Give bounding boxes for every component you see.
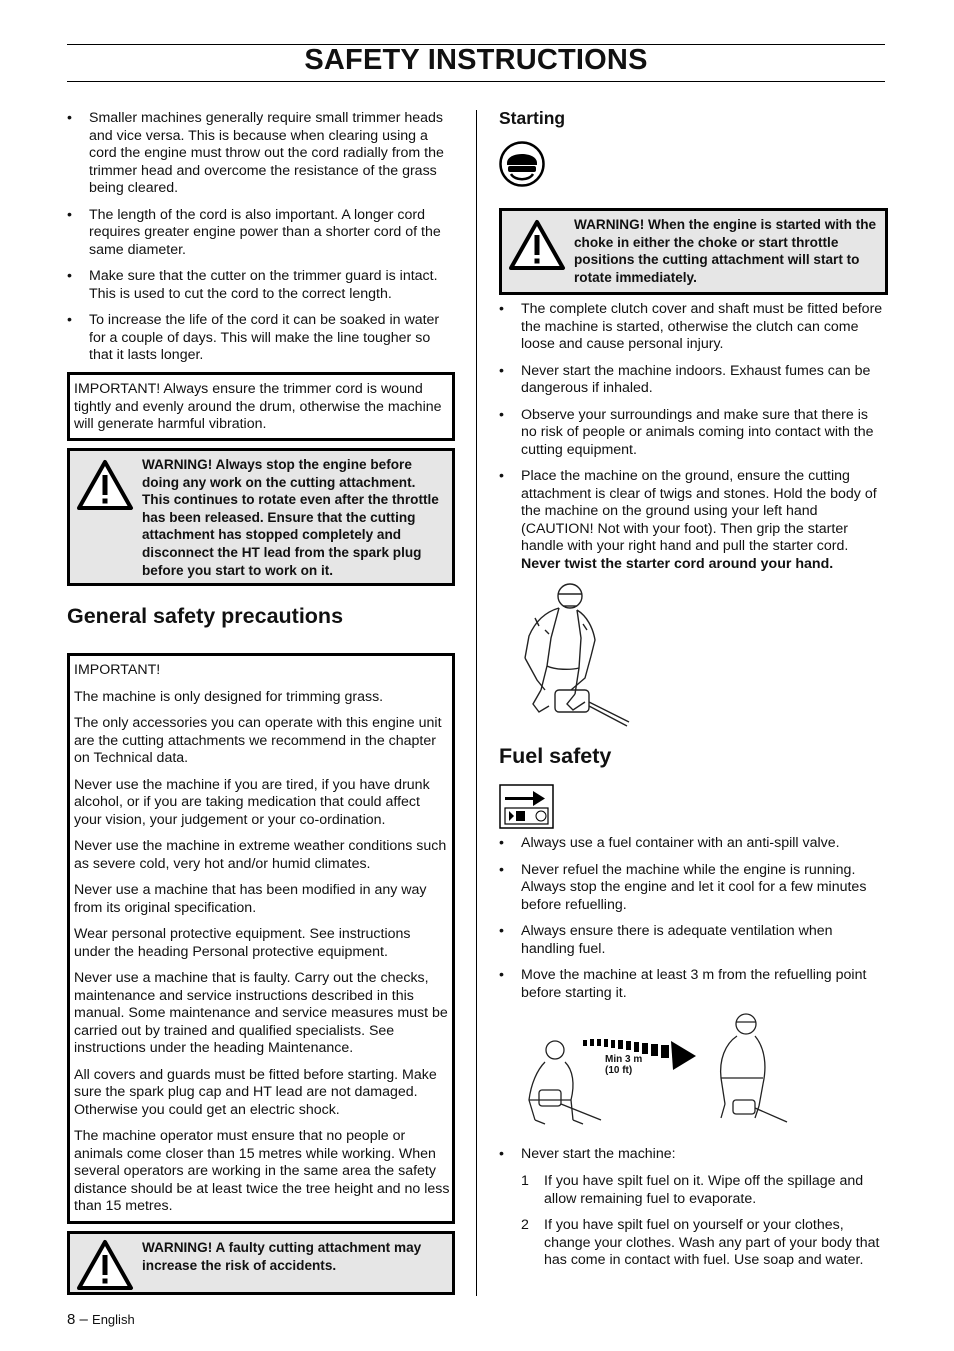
paragraph: The only accessories you can operate with this engine unit are the cutting attachments we recommend in the chapter on Technical data. [74,715,442,766]
warning-text: WARNING! When the engine is started with the choke in either the choke or start throttle positions the cutting attachment will start to rotate immediately. [574,217,877,285]
warning-text: WARNING! Always stop the engine before doing any work on the cutting attachment. This continues to rotate even after the throttle has been released. Ensure that the cutting attachment has stopped completely and disconnect the HT lead from the spark plug before you start to work on it. [142,457,439,578]
list-item: • Always use a fuel container with an anti-spill valve. [499,835,840,851]
protective-equipment-icon [499,141,545,187]
list-item: • Smaller machines generally require small trimmer heads and vice versa. This is because when clearing using a cord the engine must throw out the cord radially from the trimmer head and overcome the resistance of the grass being cleared. [67,110,444,196]
list-item: • Make sure that the cutter on the trimmer guard is intact. This is used to cut the cord to the correct length. [67,268,438,302]
important-box [67,372,455,441]
caution-bold-text: Never twist the starter cord around your hand. [521,555,834,572]
fuel-pump-icon [499,784,554,829]
page-title: SAFETY INSTRUCTIONS [304,44,648,76]
refuel-distance-drawing [515,1008,795,1128]
warning-box-faulty-attachment [67,1231,455,1295]
never-start-list [499,1146,886,1173]
paragraph: Never use a machine that has been modified in any way from its original specification. [74,882,427,916]
distance-label: Min 3 m (10 ft) [605,1054,643,1076]
paragraph: Wear personal protective equipment. See instructions under the heading Personal protective equipment. [74,926,411,960]
paragraph: The machine operator must ensure that no people or animals come closer than 15 metres while working. When several operators are working in the same area the safety distance should be at least twice the tree height and no less than 15 metres. [74,1128,450,1214]
warning-triangle-icon [508,219,566,271]
starting-heading: Starting [499,108,566,128]
general-safety-box [67,653,455,1224]
page-number: 8 – [67,1311,88,1328]
page-footer [67,1311,135,1328]
warning-triangle-icon [76,459,134,511]
general-safety-heading: General safety precautions [67,604,344,628]
list-item: • To increase the life of the cord it can be soaked in water for a couple of days. This will make the line tougher so that it lasts longer. [67,312,440,363]
list-item: • Move the machine at least 3 m from the refuelling point before starting it. [499,967,867,1001]
list-item: 2 If you have spilt fuel on yourself or your clothes, change your clothes. Wash any part of your body that has come in contact with fuel. Use soap and water. [521,1217,880,1268]
paragraph: Never use the machine if you are tired, if you have drunk alcohol, or if you are taking medication that could affect your vision, your judgement or your co-ordination. [74,776,430,828]
list-item: • The complete clutch cover and shaft must be fitted before the machine is started, otherwise the clutch can come loose and cause personal injury. [499,301,883,352]
list-item: 1 If you have spilt fuel on it. Wipe off the spillage and allow remaining fuel to evaporate. [521,1173,864,1207]
header-bottom-rule [67,81,885,82]
warning-triangle-icon [76,1239,134,1291]
starting-machine-illustration [515,578,635,728]
paragraph: The machine is only designed for trimming grass. [74,688,384,705]
list-item: • Observe your surroundings and make sure that there is no risk of people or animals coming into contact with the cutting equipment. [499,406,874,458]
fuel-bullet-list [499,835,886,1011]
trimmer-bullet-list [67,110,454,374]
list-item: • Never refuel the machine while the engine is running. Always stop the engine and let it cool for a few minutes before refuelling. [499,861,867,913]
paragraph: Never use the machine in extreme weather conditions such as severe cold, very hot and/or humid climates. [74,838,447,872]
paragraph: All covers and guards must be fitted before starting. Make sure the spark plug cap and HT lead are not damaged. Otherwise you could get an electric shock. [74,1066,437,1118]
list-item: • Always ensure there is adequate ventilation when handling fuel. [499,923,833,957]
paragraph: Never use a machine that is faulty. Carry out the checks, maintenance and service instructions described in this manual. Some maintenance and service measures must be carried out by trained and qualified specialists. See instructions under the heading Maintenance. [74,970,448,1056]
footer-language: English [92,1312,135,1327]
warning-text: WARNING! A faulty cutting attachment may increase the risk of accidents. [142,1240,422,1273]
list-item: • Never start the machine: [499,1146,676,1162]
refuel-distance-illustration [515,1008,795,1128]
fuel-safety-heading: Fuel safety [499,744,612,768]
list-item: • Place the machine on the ground, ensure the cutting attachment is clear of twigs and stones. Hold the body of the machine on the ground using your left hand (CAUTION! Not with your foot). Then grip the starter handle with your right hand and pull the starter cord. Never twist the starter cord around your hand. [499,468,877,572]
warning-box-stop-engine [67,448,455,586]
numbered-list [521,1173,886,1279]
important-text: IMPORTANT! Always ensure the trimmer cord is wound tightly and evenly around the drum, otherwise the machine will generate harmful vibration. [74,381,442,432]
column-divider [476,110,477,1296]
starting-bullet-list [499,301,886,582]
important-label: IMPORTANT! [74,662,161,678]
list-item: • Never start the machine indoors. Exhaust fumes can be dangerous if inhaled. [499,362,871,396]
list-item: • The length of the cord is also important. A longer cord requires greater engine power than a shorter cord of the same diameter. [67,206,441,258]
warning-box-choke [499,208,888,295]
